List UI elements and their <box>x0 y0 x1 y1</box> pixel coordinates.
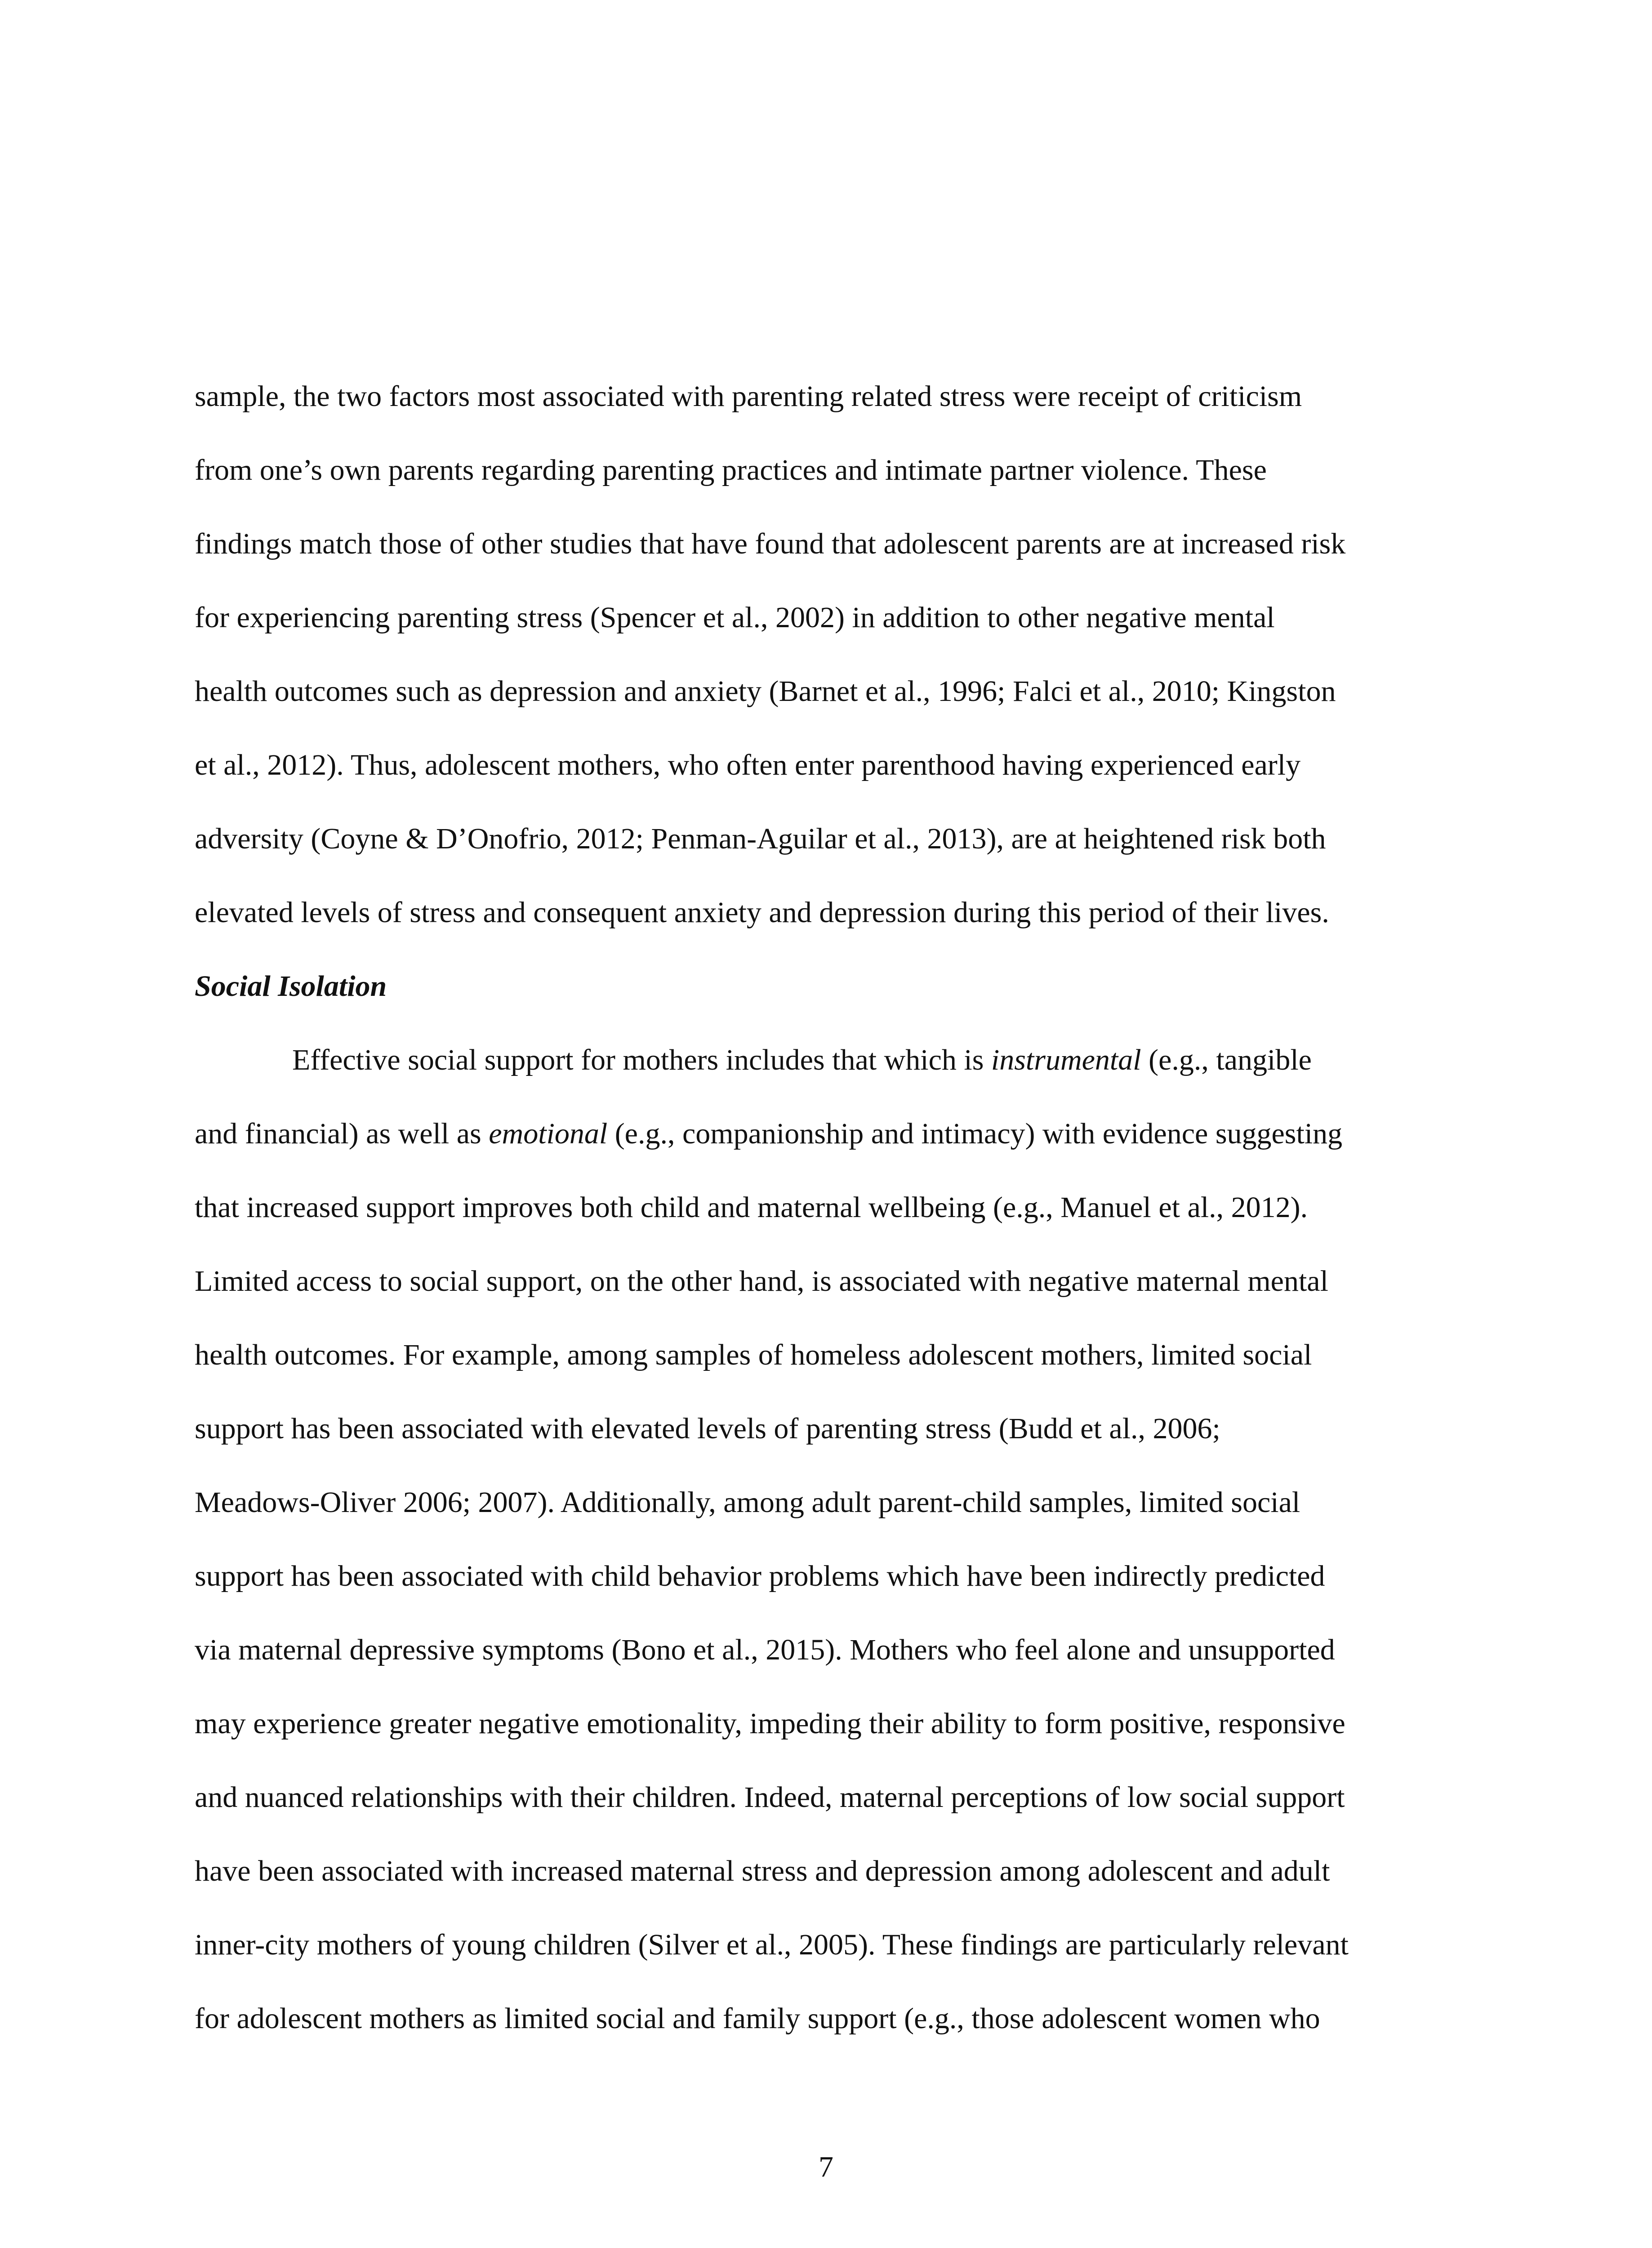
paragraph-line: sample, the two factors most associated with parenting related stress were receipt of criticism <box>195 380 1302 413</box>
paragraph-line: from one’s own parents regarding parenting practices and intimate partner violence. These <box>195 454 1267 486</box>
paragraph-line: that increased support improves both child and maternal wellbeing (e.g., Manuel et al., 2012). <box>195 1191 1308 1224</box>
line-text: (e.g., tangible <box>1141 1044 1312 1076</box>
italic-term: instrumental <box>991 1044 1141 1076</box>
line-text: (e.g., companionship and intimacy) with evidence suggesting <box>607 1117 1343 1150</box>
paragraph-line: inner-city mothers of young children (Silver et al., 2005). These findings are particularly relevant <box>195 1928 1349 1961</box>
paragraph-line: for adolescent mothers as limited social and family support (e.g., those adolescent women who <box>195 2002 1320 2035</box>
paragraph-line: health outcomes. For example, among samples of homeless adolescent mothers, limited social <box>195 1338 1312 1371</box>
paragraph-line <box>195 1033 1312 1087</box>
paragraph-line: Meadows-Oliver 2006; 2007). Additionally, among adult parent-child samples, limited social <box>195 1486 1300 1519</box>
paragraph-line <box>195 1107 1342 1161</box>
paragraph-line: et al., 2012). Thus, adolescent mothers, who often enter parenthood having experienced early <box>195 749 1301 781</box>
section-heading: Social Isolation <box>195 970 387 1003</box>
paragraph-line: support has been associated with elevated levels of parenting stress (Budd et al., 2006; <box>195 1412 1220 1445</box>
paragraph-line: elevated levels of stress and consequent anxiety and depression during this period of their lives. <box>195 896 1329 929</box>
paragraph-line: have been associated with increased maternal stress and depression among adolescent and adult <box>195 1855 1330 1887</box>
paragraph-line: health outcomes such as depression and anxiety (Barnet et al., 1996; Falci et al., 2010; Kingston <box>195 675 1336 708</box>
paragraph-line: Limited access to social support, on the other hand, is associated with negative maternal mental <box>195 1265 1328 1298</box>
line-text: and financial) as well as <box>195 1117 489 1150</box>
paragraph-line: adversity (Coyne & D’Onofrio, 2012; Penman-Aguilar et al., 2013), are at heightened risk both <box>195 822 1326 855</box>
italic-term: emotional <box>489 1117 608 1150</box>
paragraph-line: and nuanced relationships with their children. Indeed, maternal perceptions of low social support <box>195 1781 1345 1814</box>
line-text: Effective social support for mothers includes that which is <box>292 1044 991 1076</box>
paragraph-line: via maternal depressive symptoms (Bono et al., 2015). Mothers who feel alone and unsupported <box>195 1633 1335 1666</box>
page-number: 7 <box>819 2150 833 2183</box>
paragraph-line: for experiencing parenting stress (Spencer et al., 2002) in addition to other negative mental <box>195 601 1275 634</box>
paragraph-line: support has been associated with child behavior problems which have been indirectly predicted <box>195 1560 1325 1592</box>
paragraph-line: may experience greater negative emotionality, impeding their ability to form positive, responsive <box>195 1707 1345 1740</box>
paragraph-line: findings match those of other studies that have found that adolescent parents are at increased risk <box>195 527 1346 560</box>
